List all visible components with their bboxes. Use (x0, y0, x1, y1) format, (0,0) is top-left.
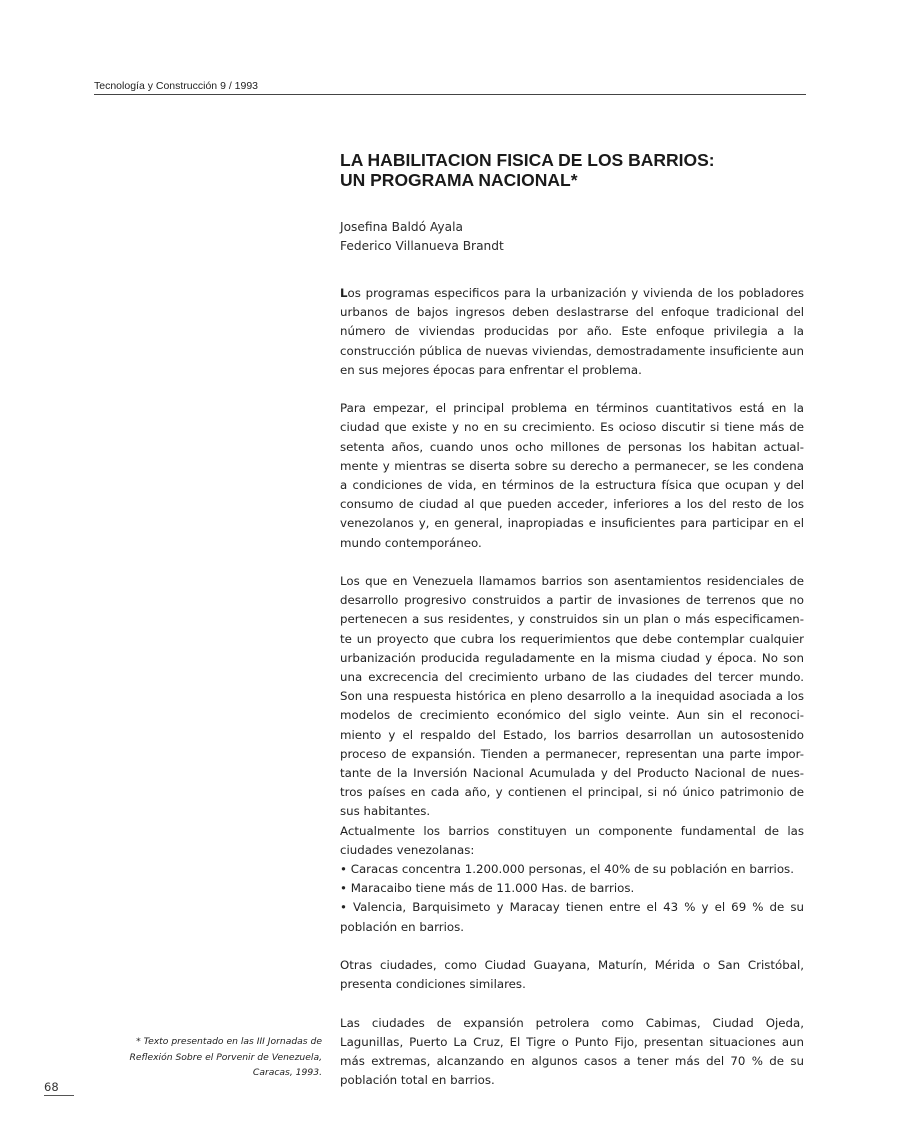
footnote-line-2: Reflexión Sobre el Porvenir de Venezuela, (129, 1051, 322, 1063)
paragraph-2: Para empezar, el principal problema en términos cuantitativos está en la ciudad que existe y no en su crecimiento. Es ocioso discutir si tiene más de setenta años, cuando unos ocho millones de personas los habitan actual-mente y mientras se diserta sobre su derecho a permanecer, se les condena a condiciones de vida, en términos de la estructura física que ocupan y del consumo de ciudad al que pueden acceder, inferiores a los del resto de los venezolanos y, en general, inapropiadas e insuficientes para participar en el mundo contemporáneo. (340, 401, 804, 550)
paragraph-3: Los que en Venezuela llamamos barrios son asentamientos residenciales de desarrollo progresivo construidos a partir de invasiones de terrenos que no pertenecen a sus residentes, y construidos sin un plan o más especificamen-te un proyecto que cubra los requerimientos que debe contemplar cualquier urbanización producida reguladamente en la misma ciudad y época. No son una excrecencia del crecimiento urbano de las ciudades del tercer mundo. Son una respuesta histórica en pleno desarrollo a la inequidad asociada a los modelos de crecimiento económico del siglo veinte. Aun sin el reconoci-miento y el respaldo del Estado, los barrios desarrollan un autosostenido proceso de expansión. Tienden a permanecer, representan una parte impor-tante de la Inversión Nacional Acumulada y del Producto Nacional de nues-tros países en cada año, y contienen el principal, si nó único patrimonio de sus habitantes. (340, 574, 804, 819)
title-line-2: UN PROGRAMA NACIONAL* (340, 170, 578, 190)
bullet-item: • Caracas concentra 1.200.000 personas, el 40% de su población en barrios. (340, 862, 794, 877)
page-number: 68 (44, 1080, 74, 1096)
paragraph-4: Actualmente los barrios constituyen un componente fundamental de las ciudades venezolanas: (340, 823, 804, 857)
author-1: Josefina Baldó Ayala (340, 220, 463, 234)
article-body (340, 284, 804, 1110)
author-list (340, 218, 810, 256)
running-header: Tecnología y Construcción 9 / 1993 (94, 80, 806, 95)
paragraph-5: Otras ciudades, como Ciudad Guayana, Maturín, Mérida o San Cristóbal, presenta condiciones similares. (340, 958, 804, 992)
initial-letter: L (340, 286, 348, 300)
title-line-1: LA HABILITACION FISICA DE LOS BARRIOS: (340, 150, 715, 170)
bullet-item: • Maracaibo tiene más de 11.000 Has. de barrios. (340, 881, 635, 896)
footnote-line-1: * Texto presentado en las III Jornadas de (136, 1036, 322, 1047)
footnote-line-3: Caracas, 1993. (252, 1067, 322, 1078)
footnote (94, 1034, 322, 1081)
paragraph-1-text: os programas especificos para la urbanización y vivienda de los pobladores urbanos de bajos ingresos deben deslastrarse del enfoque tradicional del número de viviendas producidas por año. Este enfoque privilegia a la construcción pública de nuevas viviendas, demostradamente insuficiente aun en sus mejores épocas para enfrentar el problema. (340, 286, 804, 377)
paragraph-6: Las ciudades de expansión petrolera como Cabimas, Ciudad Ojeda, Lagunillas, Puerto La Cruz, El Tigre o Punto Fijo, presentan situaciones aun más extremas, alcanzando en algunos casos a tener más del 70 % de su población total en barrios. (340, 1015, 804, 1088)
author-2: Federico Villanueva Brandt (340, 239, 504, 253)
paragraph-1 (340, 284, 804, 380)
article-title (340, 150, 810, 190)
bullet-item: • Valencia, Barquisimeto y Maracay tienen entre el 43 % y el 69 % de su población en barrios. (340, 900, 804, 934)
